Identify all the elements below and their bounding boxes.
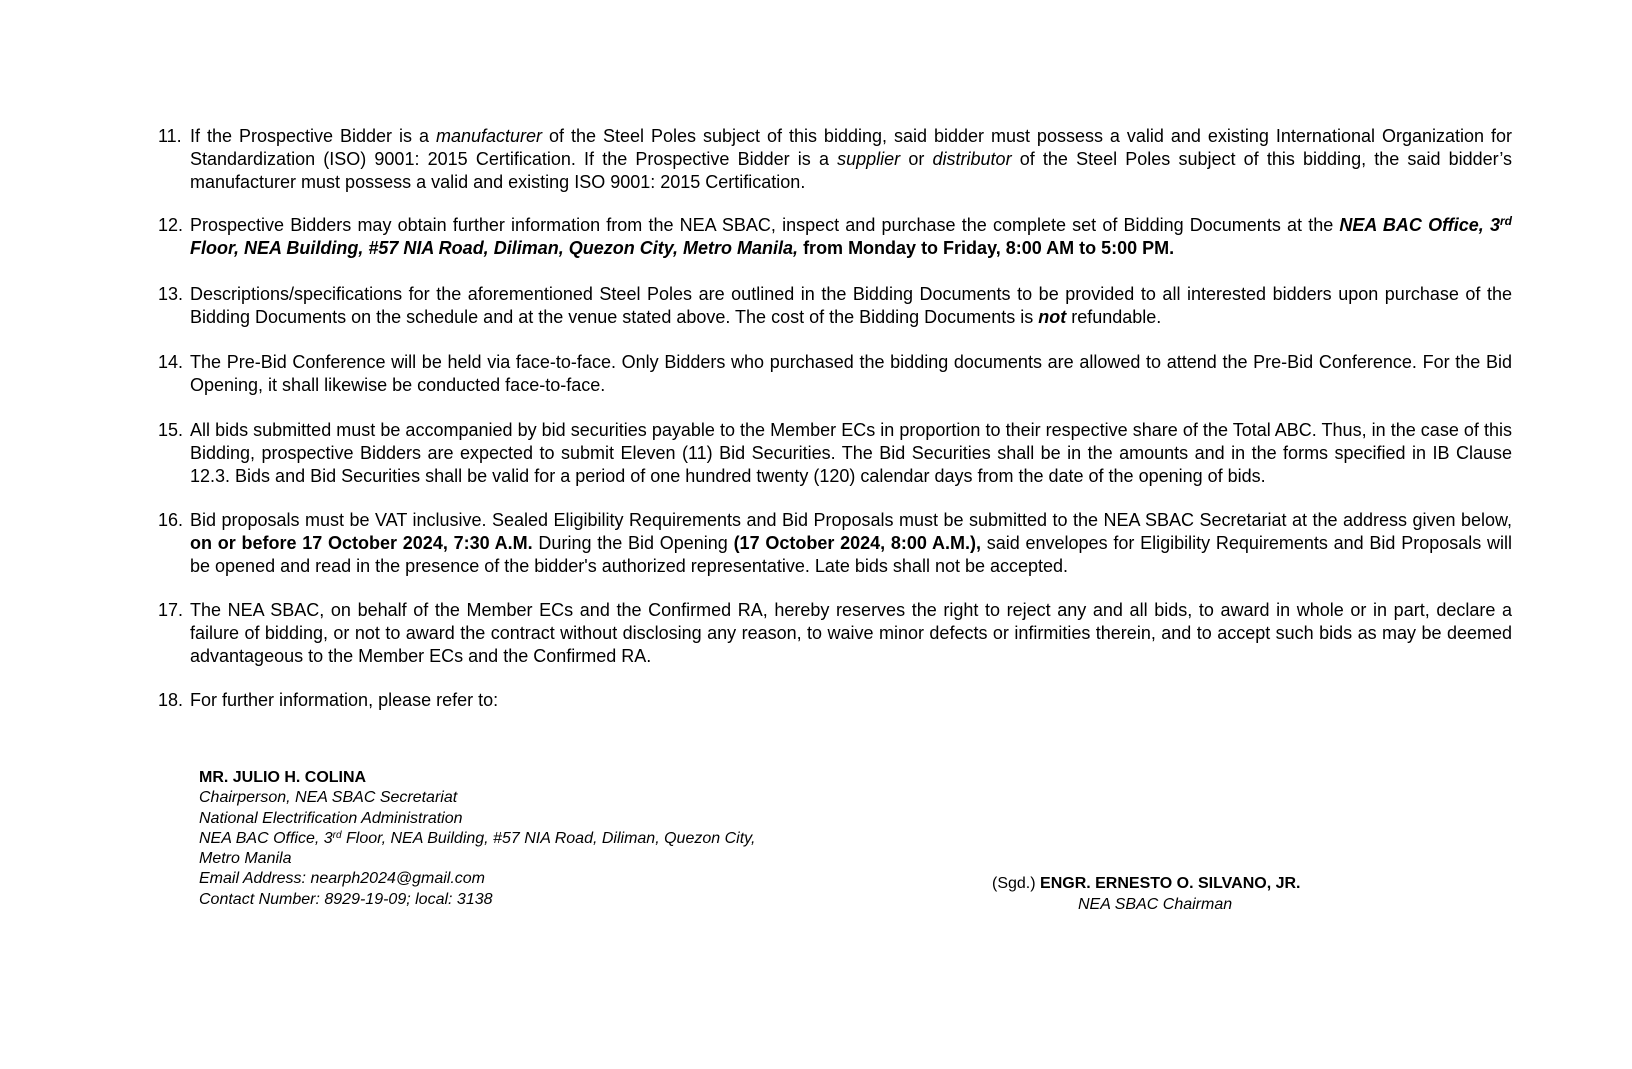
contact-address: NEA BAC Office, 3rd Floor, NEA Building, #57 NIA Road, Diliman, Quezon City, <box>199 829 756 847</box>
item-number: 12. <box>158 215 184 235</box>
item-number: 14. <box>158 352 184 372</box>
list-item <box>158 689 1512 712</box>
list-item <box>158 125 1512 194</box>
item-number: 16. <box>158 510 184 530</box>
item-number: 17. <box>158 600 184 620</box>
item-number: 18. <box>158 690 184 710</box>
contact-agency: National Electrification Administration <box>199 809 463 827</box>
item-text: Bid proposals must be VAT inclusive. Sealed Eligibility Requirements and Bid Proposals must be submitted to the NEA SBAC Secretariat at the address given below, on or before 17 October 2024, 7:30 A.M. During the Bid Opening (17 October 2024, 8:00 A.M.), said envelopes for Eligibility Requirements and Bid Proposals will be opened and read in the presence of the bidder's authorized representative. Late bids shall not be accepted. <box>190 510 1512 576</box>
item-text: For further information, please refer to: <box>190 690 499 710</box>
list-item <box>158 351 1512 397</box>
item-text: Prospective Bidders may obtain further information from the NEA SBAC, inspect and purchase the complete set of Bidding Documents at the NEA BAC Office, 3rd Floor, NEA Building, #57 NIA Road, Diliman, Quezon City, Metro Manila, from Monday to Friday, 8:00 AM to 5:00 PM. <box>190 214 1512 258</box>
contact-block <box>199 768 755 910</box>
contact-address-line2: Metro Manila <box>199 850 292 868</box>
document-body <box>158 125 1512 712</box>
signatory-title: NEA SBAC Chairman <box>1078 896 1233 913</box>
contact-email: Email Address: nearph2024@gmail.com <box>199 870 486 888</box>
item-text: All bids submitted must be accompanied by bid securities payable to the Member ECs in proportion to their respective share of the Total ABC. Thus, in the case of this Bidding, prospective Bidders are expected to submit Eleven (11) Bid Securities. The Bid Securities shall be in the amounts and in the forms specified in IB Clause 12.3. Bids and Bid Securities shall be valid for a period of one hundred twenty (120) calendar days from the date of the opening of bids. <box>190 420 1512 486</box>
list-item <box>158 599 1512 668</box>
contact-phone: Contact Number: 8929-19-09; local: 3138 <box>199 890 493 908</box>
item-number: 15. <box>158 420 184 440</box>
item-number: 13. <box>158 284 184 304</box>
item-text: The NEA SBAC, on behalf of the Member ECs and the Confirmed RA, hereby reserves the right to reject any and all bids, to award in whole or in part, declare a failure of bidding, or not to award the contract without disclosing any reason, to waive minor defects or infirmities therein, and to accept such bids as may be deemed advantageous to the Member ECs and the Confirmed RA. <box>190 600 1512 666</box>
contact-name: MR. JULIO H. COLINA <box>199 769 367 786</box>
signatory-line <box>992 873 1301 894</box>
list-item <box>158 419 1512 488</box>
contact-position: Chairperson, NEA SBAC Secretariat <box>199 789 458 807</box>
item-text: Descriptions/specifications for the aforementioned Steel Poles are outlined in the Bidding Documents to be provided to all interested bidders upon purchase of the Bidding Documents on the schedule and at the venue stated above. The cost of the Bidding Documents is not refundable. <box>190 284 1512 327</box>
signatory-name: ENGR. ERNESTO O. SILVANO, JR. <box>1040 875 1301 892</box>
list-item <box>158 214 1512 260</box>
item-text: The Pre-Bid Conference will be held via face-to-face. Only Bidders who purchased the bidding documents are allowed to attend the Pre-Bid Conference. For the Bid Opening, it shall likewise be conducted face-to-face. <box>190 352 1512 395</box>
item-text: If the Prospective Bidder is a manufacturer of the Steel Poles subject of this bidding, said bidder must possess a valid and existing International Organization for Standardization (ISO) 9001: 2015 Certification. If the Prospective Bidder is a supplier or distributor of the Steel Poles subject of this bidding, the said bidder’s manufacturer must possess a valid and existing ISO 9001: 2015 Certification. <box>190 126 1512 192</box>
list-item <box>158 283 1512 329</box>
signed-prefix: (Sgd.) <box>992 875 1041 892</box>
item-number: 11. <box>158 126 182 146</box>
signature-block <box>992 873 1301 915</box>
list-item <box>158 509 1512 578</box>
